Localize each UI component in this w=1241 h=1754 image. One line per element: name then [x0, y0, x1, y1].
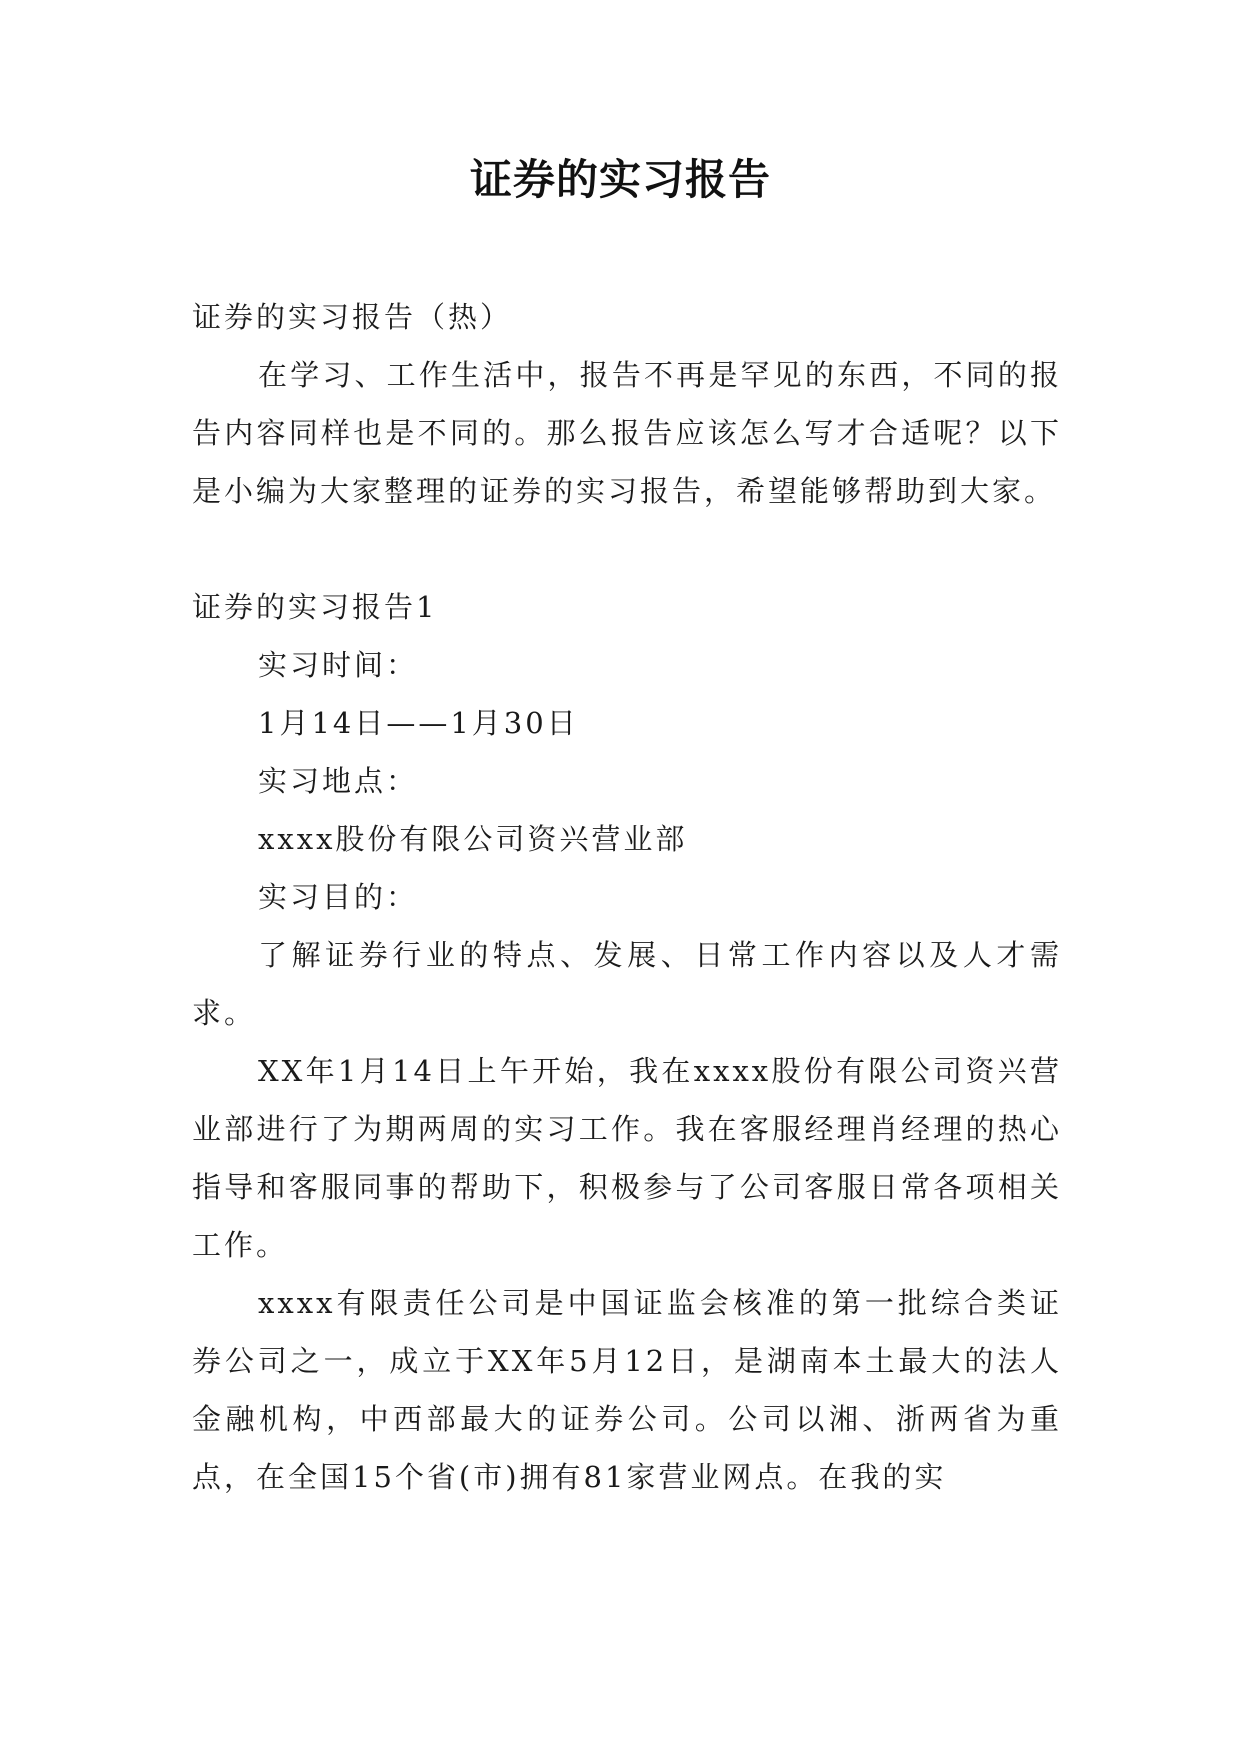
internship-purpose-label: 实习目的： — [258, 880, 419, 914]
document-title: 证券的实习报告 — [469, 155, 771, 204]
internship-time-value: 1月14日——1月30日 — [258, 706, 579, 740]
section-heading: 证券的实习报告1 — [192, 590, 438, 624]
document-subtitle: 证券的实习报告（热） — [192, 300, 513, 334]
internship-time-label: 实习时间： — [258, 648, 419, 682]
document-body — [192, 288, 1062, 1506]
internship-place-label: 实习地点： — [258, 764, 419, 798]
internship-place-value: xxxx股份有限公司资兴营业部 — [258, 822, 688, 856]
body-paragraph: xxxx有限责任公司是中国证监会核准的第一批综合类证券公司之一，成立于XX年5月12日，是湖南本土最大的法人金融机构，中西部最大的证券公司。公司以湘、浙两省为重点，在全国15个省(市)拥有81家营业网点。在我的实 — [192, 1286, 1062, 1494]
body-paragraph: XX年1月14日上午开始，我在xxxx股份有限公司资兴营业部进行了为期两周的实习工作。我在客服经理肖经理的热心指导和客服同事的帮助下，积极参与了公司客服日常各项相关工作。 — [192, 1054, 1062, 1262]
internship-purpose-value: 了解证券行业的特点、发展、日常工作内容以及人才需求。 — [192, 938, 1062, 1030]
section-spacer — [192, 520, 1062, 578]
intro-paragraph: 在学习、工作生活中，报告不再是罕见的东西，不同的报告内容同样也是不同的。那么报告应该怎么写才合适呢？以下是小编为大家整理的证券的实习报告，希望能够帮助到大家。 — [192, 358, 1062, 508]
